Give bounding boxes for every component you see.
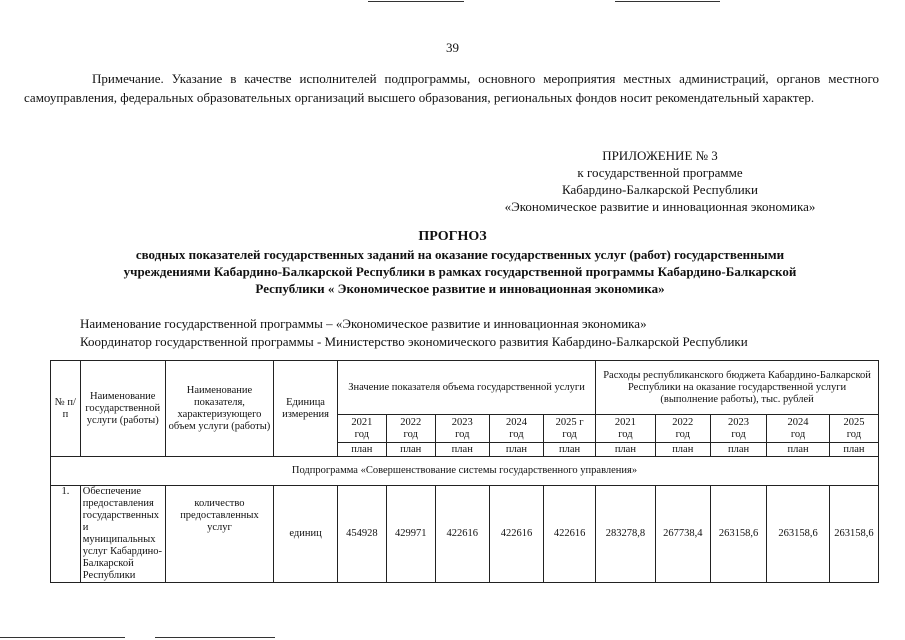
header-num: № п/п [51,361,81,457]
row-indicator: количество предоставленных услуг [165,486,273,583]
scan-artifact-top-left [368,1,464,2]
plan-label: план [710,443,766,457]
appendix-line-1: ПРИЛОЖЕНИЕ № 3 [602,148,718,163]
subprogram-title: Подпрограмма «Совершенствование системы государственного управления» [51,457,879,486]
table-header-row-1 [51,361,879,415]
plan-label: план [767,443,830,457]
row-expense-2023: 263158,6 [710,486,766,583]
expense-year-2023: 2023 год [710,415,766,443]
plan-label: план [489,443,543,457]
scan-artifact-bottom-right [155,637,275,638]
row-volume-2021: 454928 [337,486,386,583]
plan-label: план [386,443,435,457]
row-volume-2023: 422616 [435,486,489,583]
row-expense-2021: 283278,8 [596,486,656,583]
forecast-table [50,360,879,583]
program-name: Наименование государственной программы – «Экономическое развитие и инновационная экономика» [80,316,647,331]
appendix-line-2: к государственной программе [577,165,743,180]
plan-label: план [337,443,386,457]
row-expense-2025: 263158,6 [829,486,878,583]
program-coordinator: Координатор государственной программы - Министерство экономического развития Кабардино-Балкарской Республики [80,334,748,349]
plan-label: план [829,443,878,457]
expense-year-2021: 2021 год [596,415,656,443]
expense-year-2025: 2025 год [829,415,878,443]
table-subprogram-row [51,457,879,486]
row-unit: единиц [274,486,338,583]
appendix-label [440,147,880,215]
expense-year-2022: 2022 год [655,415,710,443]
note-paragraph: Примечание. Указание в качестве исполнителей подпрограммы, основного мероприятия местных администраций, органов местного самоуправления, федеральных образовательных организаций высшего образования, региональных фондов носит рекомендательный характер. [24,71,879,105]
scan-artifact-top-right [615,1,720,2]
plan-label: план [596,443,656,457]
table-row [51,486,879,583]
row-expense-2022: 267738,4 [655,486,710,583]
appendix-line-4: «Экономическое развитие и инновационная экономика» [504,199,816,214]
row-service: Обеспечение предоставления государственных и муниципальных услуг Кабардино-Балкарской Республики [80,486,165,583]
plan-label: план [544,443,596,457]
row-volume-2022: 429971 [386,486,435,583]
forecast-title: ПРОГНОЗ [418,229,487,244]
row-volume-2025: 422616 [544,486,596,583]
forecast-subtitle [55,246,865,297]
forecast-subtitle-line-2: учреждениями Кабардино-Балкарской Республики в рамках государственной программы Кабардино-Балкарской [123,264,797,279]
plan-label: план [435,443,489,457]
volume-year-2024: 2024 год [489,415,543,443]
header-unit: Единица измерения [274,361,338,457]
header-service: Наименование государственной услуги (работы) [80,361,165,457]
volume-year-2021: 2021 год [337,415,386,443]
appendix-line-3: Кабардино-Балкарской Республики [562,182,758,197]
scan-artifact-bottom-left [0,637,125,638]
volume-year-2023: 2023 год [435,415,489,443]
volume-year-2022: 2022 год [386,415,435,443]
row-volume-2024: 422616 [489,486,543,583]
forecast-subtitle-line-1: сводных показателей государственных заданий на оказание государственных услуг (работ) государственными [135,247,785,262]
volume-year-2025: 2025 г год [544,415,596,443]
row-expense-2024: 263158,6 [767,486,830,583]
page-number: 39 [446,40,459,55]
header-expenses: Расходы республиканского бюджета Кабардино-Балкарской Республики на оказание государственной услуги (выполнение работы), тыс. рублей [596,361,879,415]
forecast-subtitle-line-3: Республики « Экономическое развитие и инновационная экономика» [255,281,665,296]
plan-label: план [655,443,710,457]
header-indicator: Наименование показателя, характеризующего объем услуги (работы) [165,361,273,457]
expense-year-2024: 2024 год [767,415,830,443]
row-num: 1. [51,486,81,583]
header-volume: Значение показателя объема государственной услуги [337,361,595,415]
